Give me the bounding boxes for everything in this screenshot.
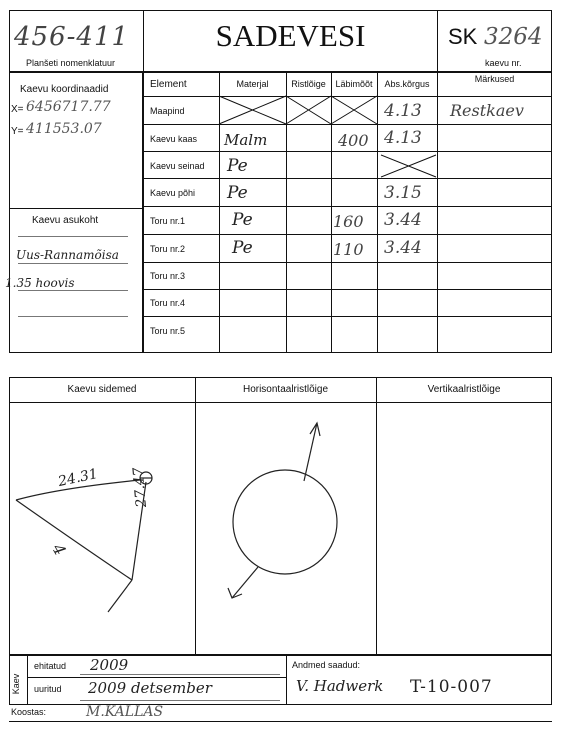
page-title: SADEVESI <box>215 18 366 53</box>
nomenclature-value: 456-411 <box>14 22 130 52</box>
location-label: Kaevu asukoht <box>32 215 99 226</box>
col-header-diameter: Läbimõõt <box>335 79 373 89</box>
surveyed-value: 2009 detsember <box>88 679 212 697</box>
col-header-cross: Ristlõige <box>291 79 326 89</box>
cell-abs: 3.44 <box>384 238 422 258</box>
row-element-label: Toru nr.4 <box>150 298 186 308</box>
cell-material: Pe <box>227 156 248 176</box>
well-number-value: 3264 <box>484 24 543 50</box>
cell-material: Pe <box>232 238 253 258</box>
footer-side-label: Kaev <box>11 673 21 695</box>
cell-material: Pe <box>227 183 248 203</box>
author-rule <box>9 721 552 722</box>
col-header-notes: Märkused <box>474 74 515 84</box>
row-element-label: Toru nr.3 <box>150 271 186 281</box>
built-rule <box>80 674 280 675</box>
cell-diameter: 400 <box>338 131 369 150</box>
coords-y-value: 411553.07 <box>26 121 102 137</box>
nomenclature-label: Planšeti nomenklatuur <box>26 58 116 68</box>
sketch-col-links: Kaevu sidemed <box>67 384 137 395</box>
built-value: 2009 <box>90 656 129 674</box>
link-distance-2: 27.47 <box>130 466 150 508</box>
col-header-element: Element <box>150 79 187 90</box>
coords-x-prefix: X= <box>11 104 24 115</box>
well-prefix: SK <box>448 24 478 49</box>
footer-row-divider <box>27 677 286 678</box>
cell-abs: 4.13 <box>384 101 422 121</box>
col-header-abs: Abs.kõrgus <box>384 79 430 89</box>
location-line-2: 1.35 hoovis <box>5 276 75 290</box>
cell-material: Pe <box>232 210 253 230</box>
coords-y-prefix: Y= <box>11 126 24 137</box>
col-header-material: Materjal <box>236 79 269 89</box>
built-label: ehitatud <box>34 661 67 671</box>
link-distance-3: 4 <box>48 540 70 559</box>
source-signature: V. Hadwerk <box>296 677 384 695</box>
cell-abs: 4.13 <box>384 128 422 148</box>
cell-material: Malm <box>224 131 268 149</box>
coords-label: Kaevu koordinaadid <box>20 84 109 95</box>
cell-diameter: 160 <box>333 212 364 231</box>
row-element-label: Toru nr.1 <box>150 216 186 226</box>
cell-diameter: 110 <box>333 240 364 259</box>
surveyed-rule <box>80 700 280 701</box>
location-line-1: Uus-Rannamõisa <box>16 248 119 262</box>
footer-divider <box>286 655 287 705</box>
sketch-col-vertical: Vertikaalristlõige <box>427 384 501 395</box>
author-value: M.KALLAS <box>86 704 164 720</box>
row-element-label: Kaevu kaas <box>150 134 198 144</box>
coords-x-value: 6456717.77 <box>26 99 111 115</box>
row-element-label: Maapind <box>150 106 185 116</box>
row-element-label: Kaevu põhi <box>150 188 196 198</box>
cell-abs: 3.15 <box>384 183 422 203</box>
cell-abs: 3.44 <box>384 210 422 230</box>
link-distance-1: 24.31 <box>56 466 100 490</box>
source-value: T-10-007 <box>410 677 493 697</box>
row-element-label: Toru nr.5 <box>150 326 186 336</box>
footer-side-divider <box>27 655 28 705</box>
author-label: Koostas: <box>11 707 47 717</box>
source-label: Andmed saadud: <box>292 660 361 670</box>
row-element-label: Toru nr.2 <box>150 244 186 254</box>
well-number-label: kaevu nr. <box>485 58 522 68</box>
surveyed-label: uuritud <box>34 684 62 694</box>
row-element-label: Kaevu seinad <box>150 161 205 171</box>
sketch-col-horizontal: Horisontaalristlõige <box>242 384 329 395</box>
cell-notes: Restkaev <box>450 101 524 120</box>
